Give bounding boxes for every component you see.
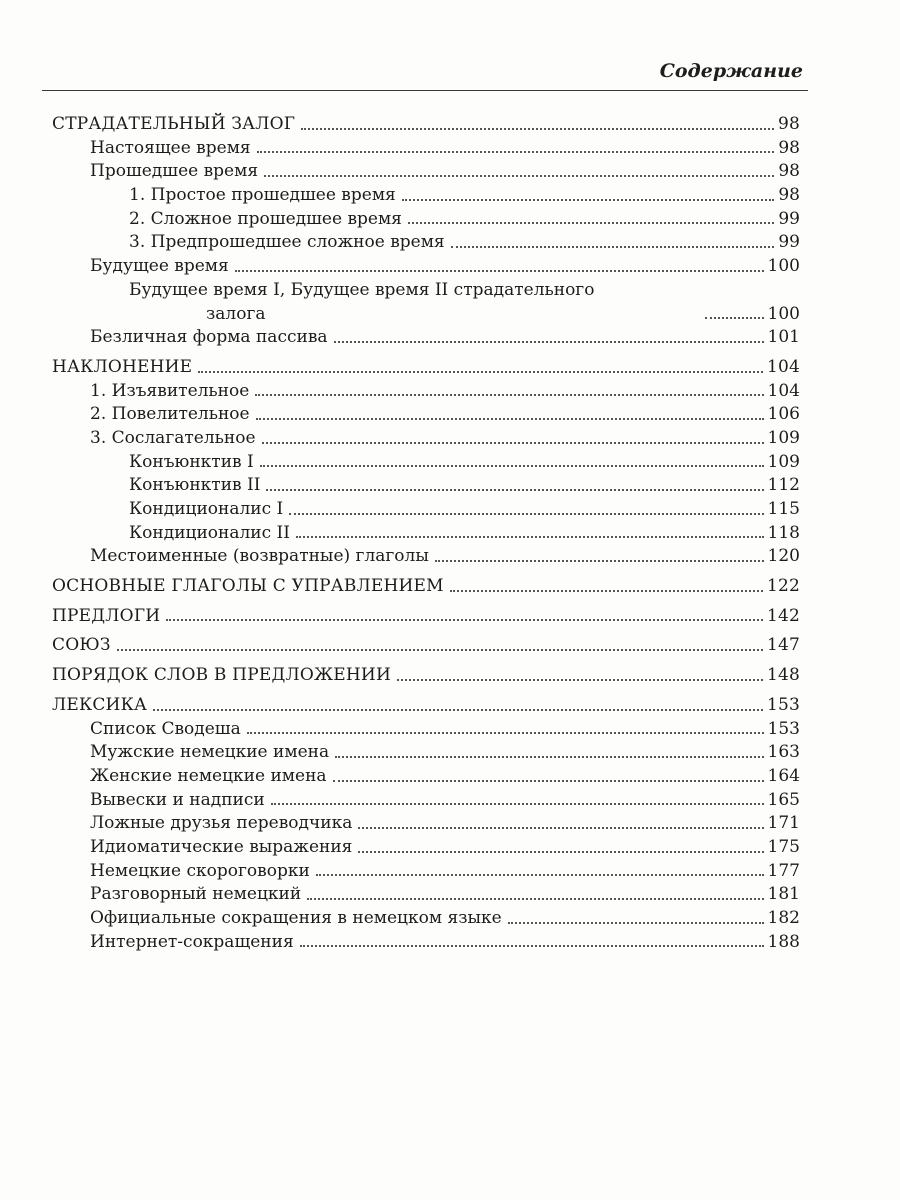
toc-entry: [52, 380, 800, 404]
toc-page-number: 175: [767, 836, 800, 857]
toc-entry-title: СТРАДАТЕЛЬНЫЙ ЗАЛОГ: [52, 113, 296, 134]
toc-page-number: 177: [767, 860, 800, 881]
toc-dot-leader: [198, 371, 763, 373]
toc-page-number: 104: [766, 356, 800, 377]
toc-dot-leader: [335, 756, 763, 758]
toc-dot-leader: [256, 418, 764, 420]
toc-page-number: 109: [767, 427, 800, 448]
toc-dot-leader: [333, 780, 764, 782]
toc-page-number: 109: [767, 451, 800, 472]
toc-dot-leader: [451, 246, 775, 248]
toc-dot-leader: [235, 270, 764, 272]
toc-page-number: 100: [767, 303, 800, 324]
toc-dot-leader: [358, 851, 763, 853]
toc-entry: [52, 931, 800, 955]
toc-page-number: 99: [778, 232, 800, 253]
toc-page-number: 188: [767, 931, 800, 952]
toc-entry-title: Разговорный немецкий: [90, 884, 302, 905]
toc-page-number: 106: [767, 404, 800, 425]
toc-dot-leader: [289, 513, 763, 515]
toc-dot-leader: [260, 465, 764, 467]
toc-entry: [52, 474, 800, 498]
toc-dot-leader: [508, 922, 764, 924]
toc-dot-leader: [301, 128, 774, 130]
toc-page-number: 122: [766, 576, 800, 597]
toc-entry-title: Будущее время: [90, 256, 229, 277]
toc-entry: [52, 231, 800, 255]
toc-entry-title: Настоящее время: [90, 137, 251, 158]
toc-entry-title: ПОРЯДОК СЛОВ В ПРЕДЛОЖЕНИИ: [52, 665, 391, 686]
toc-dot-leader: [266, 489, 763, 491]
toc-entry-title: 1. Простое прошедшее время: [129, 185, 396, 206]
toc-entry-title: НАКЛОНЕНИЕ: [52, 356, 193, 377]
toc-entry: [52, 184, 800, 208]
toc-entry-title: Ложные друзья переводчика: [90, 813, 353, 834]
toc-entry-title: 3. Предпрошедшее сложное время: [129, 232, 445, 253]
toc-page-number: 101: [767, 327, 800, 348]
toc-entry-title: 3. Сослагательное: [90, 427, 256, 448]
toc-dot-leader: [334, 341, 764, 343]
toc-page-number: 181: [767, 884, 800, 905]
toc-page-number: 118: [767, 522, 800, 543]
toc-entry-title: 1. Изъявительное: [90, 380, 250, 401]
toc-entry-title: Конъюнктив I: [129, 451, 254, 472]
toc-entry: [52, 634, 800, 658]
toc-dot-leader: [262, 442, 764, 444]
toc-entry: [52, 255, 800, 279]
toc-dot-leader: [705, 317, 764, 319]
toc-dot-leader: [316, 874, 764, 876]
toc-entry: [52, 356, 800, 380]
toc-entry: [52, 765, 800, 789]
toc-page-number: 120: [767, 546, 800, 567]
toc-entry-title-line1: Будущее время I, Будущее время II страдательного: [129, 279, 595, 300]
toc-entry-title: Местоименные (возвратные) глаголы: [90, 546, 429, 567]
toc-page-number: 164: [767, 765, 800, 786]
toc-dot-leader: [247, 732, 764, 734]
toc-entry: [52, 860, 800, 884]
toc-entry-title: Вывески и надписи: [90, 789, 265, 810]
toc-dot-leader: [402, 199, 775, 201]
toc-dot-leader: [300, 945, 764, 947]
toc-entry-title: Мужские немецкие имена: [90, 742, 330, 763]
toc-page-number: 98: [778, 185, 800, 206]
toc-dot-leader: [257, 151, 775, 153]
toc-entry-title: Идиоматические выражения: [90, 836, 353, 857]
toc-entry: [52, 836, 800, 860]
toc-dot-leader: [117, 649, 763, 651]
toc-dot-leader: [358, 827, 763, 829]
header-rule: [42, 90, 808, 91]
toc-entry: [52, 279, 800, 326]
toc-page-number: 182: [767, 908, 800, 929]
toc-entry: [52, 498, 800, 522]
toc-page-number: 142: [766, 605, 800, 626]
toc-entry-title-line2: залога: [206, 303, 266, 324]
toc-entry-title: СОЮЗ: [52, 635, 111, 656]
toc-entry-title: ОСНОВНЫЕ ГЛАГОЛЫ С УПРАВЛЕНИЕМ: [52, 576, 444, 597]
toc-entry-title: Официальные сокращения в немецком языке: [90, 908, 502, 929]
toc-entry-title: Безличная форма пассива: [90, 327, 328, 348]
toc-dot-leader: [296, 536, 764, 538]
toc-page-number: 148: [766, 665, 800, 686]
toc-page-number: 98: [778, 137, 800, 158]
toc-page-number: 147: [766, 635, 800, 656]
toc-dot-leader: [264, 175, 774, 177]
toc-page-number: 100: [767, 256, 800, 277]
toc-page-number: 98: [777, 113, 800, 134]
toc-entry-title: Конъюнктив II: [129, 475, 261, 496]
toc-entry-title: Интернет-сокращения: [90, 931, 294, 952]
toc-entry-title: Кондиционалис II: [129, 522, 290, 543]
toc-entry: [52, 113, 800, 137]
toc-entry-title: Прошедшее время: [90, 161, 259, 182]
toc-page-number: 171: [767, 813, 800, 834]
toc-entry: [52, 160, 800, 184]
toc-dot-leader: [450, 590, 763, 592]
toc-dot-leader: [307, 898, 763, 900]
toc-entry-title: 2. Сложное прошедшее время: [129, 208, 402, 229]
toc-entry-title: ПРЕДЛОГИ: [52, 605, 161, 626]
toc-page-number: 165: [767, 789, 800, 810]
toc-entry-title: 2. Повелительное: [90, 404, 250, 425]
toc-entry: [52, 545, 800, 569]
toc-page-number: 153: [767, 718, 800, 739]
running-header-title: Содержание: [659, 60, 803, 82]
toc-entry: [52, 605, 800, 629]
toc-dot-leader: [397, 679, 763, 681]
toc-dot-leader: [435, 560, 764, 562]
table-of-contents: [52, 113, 800, 954]
toc-entry: [52, 403, 800, 427]
toc-entry-title: ЛЕКСИКА: [52, 694, 148, 715]
toc-entry: [52, 575, 800, 599]
toc-entry: [52, 741, 800, 765]
toc-page-number: 98: [778, 161, 800, 182]
toc-dot-leader: [271, 803, 764, 805]
toc-entry: [52, 694, 800, 718]
toc-entry: [52, 812, 800, 836]
toc-entry-title: Список Сводеша: [90, 718, 241, 739]
toc-dot-leader: [408, 222, 774, 224]
toc-page-number: 163: [767, 742, 800, 763]
toc-entry-title: Женские немецкие имена: [90, 765, 327, 786]
toc-entry: [52, 907, 800, 931]
toc-dot-leader: [255, 394, 763, 396]
toc-page-number: 99: [778, 208, 800, 229]
toc-entry-title: Немецкие скороговорки: [90, 860, 310, 881]
toc-entry: [52, 789, 800, 813]
toc-entry: [52, 326, 800, 350]
toc-entry: [52, 137, 800, 161]
toc-entry-title: [129, 279, 699, 326]
toc-dot-leader: [153, 709, 763, 711]
toc-page-number: 153: [766, 694, 800, 715]
toc-entry: [52, 208, 800, 232]
toc-entry: [52, 664, 800, 688]
toc-page-number: 115: [767, 499, 800, 520]
toc-entry: [52, 451, 800, 475]
toc-page-number: 112: [767, 475, 800, 496]
toc-entry: [52, 883, 800, 907]
toc-page-number: 104: [767, 380, 800, 401]
toc-dot-leader: [166, 619, 763, 621]
toc-entry: [52, 718, 800, 742]
toc-entry: [52, 427, 800, 451]
toc-entry-title: Кондиционалис I: [129, 499, 284, 520]
toc-entry: [52, 522, 800, 546]
